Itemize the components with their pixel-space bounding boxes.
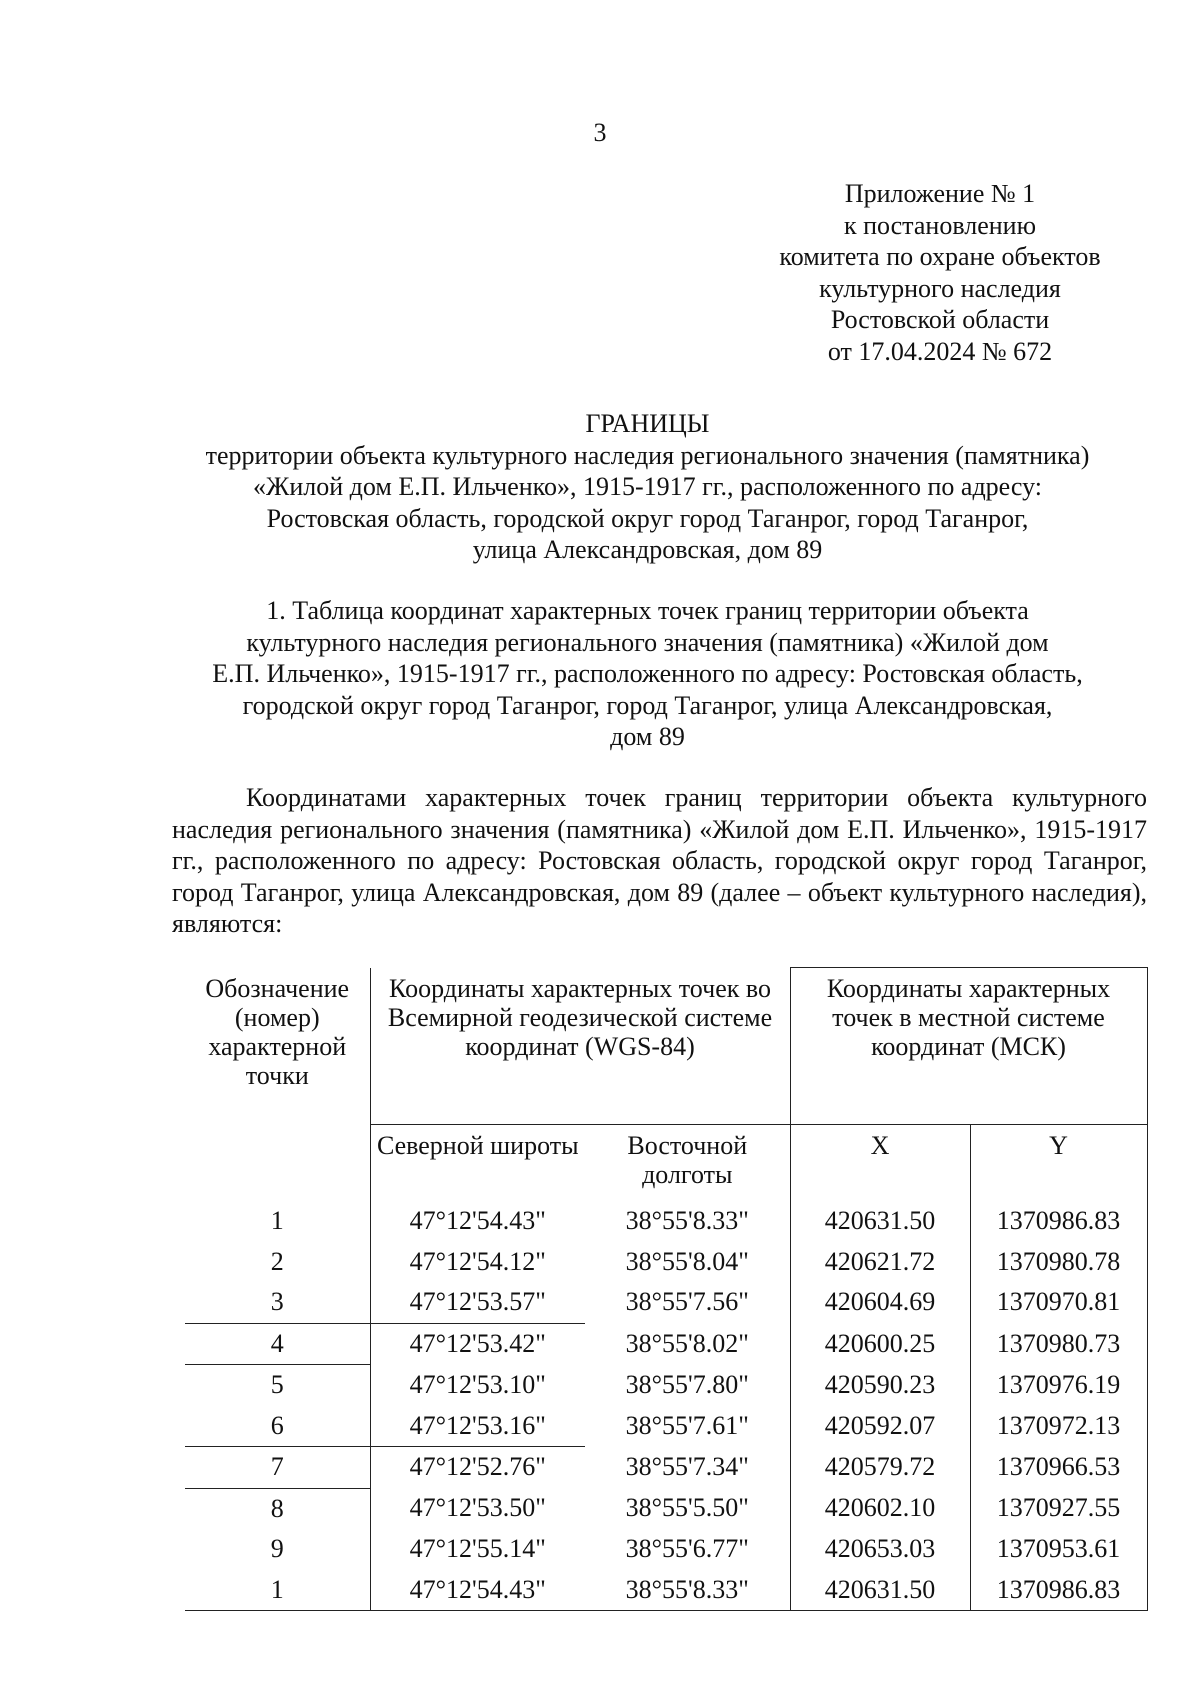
section-line: культурного наследия регионального значения (памятника) «Жилой дом [246, 627, 1049, 657]
cell-longitude: 38°55'7.56" [585, 1282, 790, 1323]
title-line: улица Александровская, дом 89 [472, 535, 823, 564]
cell-longitude: 38°55'8.02" [585, 1323, 790, 1365]
title-line: территории объекта культурного наследия регионального значения (памятника) [205, 440, 1090, 470]
cell-point: 5 [185, 1365, 370, 1406]
appendix-line: к постановлению [843, 210, 1037, 240]
section-heading [160, 595, 1135, 753]
cell-x: 420604.69 [790, 1282, 970, 1323]
cell-y: 1370986.83 [970, 1201, 1147, 1242]
section-line: Е.П. Ильченко», 1915-1917 гг., расположенного по адресу: Ростовская область, [212, 659, 1083, 688]
table-row [185, 1323, 1147, 1365]
cell-y: 1370976.19 [970, 1365, 1147, 1406]
intro-paragraph: Координатами характерных точек границ территории объекта культурного наследия регионального значения (памятника) «Жилой дом Е.П. Ильченко», 1915-1917 гг., расположенного по адресу: Ростовская область, городской округ город Таганрог, город Таганрог, улица Александровская, дом 89 (далее – объект культурного наследия), являются: [172, 783, 1147, 938]
cell-longitude: 38°55'7.61" [585, 1406, 790, 1447]
section-line: дом 89 [610, 722, 685, 751]
cell-x: 420631.50 [790, 1570, 970, 1611]
coordinates-table [185, 967, 1148, 1611]
cell-x: 420602.10 [790, 1488, 970, 1529]
cell-point: 3 [185, 1282, 370, 1323]
title-heading: ГРАНИЦЫ [585, 409, 710, 438]
appendix-line: комитета по охране объектов [779, 242, 1101, 271]
cell-y: 1370986.83 [970, 1570, 1147, 1611]
cell-latitude: 47°12'54.12" [409, 1246, 546, 1276]
header-wgs84: Координаты характерных точек во Всемирной геодезической системе координат (WGS-84) [370, 968, 790, 1125]
header-y: Y [970, 1125, 1147, 1202]
table-row [185, 1570, 1147, 1611]
header-point-number: Обозначение (номер) характерной точки [185, 968, 370, 1202]
cell-y: 1370972.13 [970, 1406, 1147, 1447]
cell-longitude: 38°55'5.50" [585, 1488, 790, 1529]
header-latitude: Северной широты [376, 1131, 579, 1160]
cell-longitude: 38°55'6.77" [585, 1529, 790, 1570]
cell-x: 420631.50 [790, 1201, 970, 1242]
cell-latitude: 47°12'53.10" [409, 1369, 546, 1399]
cell-longitude: 38°55'7.34" [585, 1447, 790, 1489]
cell-longitude: 38°55'7.80" [585, 1365, 790, 1406]
cell-point: 7 [185, 1447, 370, 1489]
header-msk: Координаты характерных точек в местной системе координат (МСК) [790, 968, 1147, 1125]
header-longitude: Восточной долготы [585, 1125, 790, 1202]
cell-point: 4 [185, 1323, 370, 1365]
cell-latitude: 47°12'53.42" [409, 1328, 546, 1358]
cell-point: 8 [185, 1488, 370, 1529]
cell-point: 1 [185, 1570, 370, 1611]
page-number: 3 [593, 118, 607, 147]
cell-x: 420621.72 [790, 1242, 970, 1283]
cell-latitude: 47°12'53.57" [370, 1282, 585, 1323]
cell-x: 420653.03 [790, 1529, 970, 1570]
table-row [185, 1365, 1147, 1406]
cell-latitude: 47°12'55.14" [409, 1534, 546, 1563]
cell-latitude: 47°12'54.43" [409, 1206, 546, 1235]
appendix-line: Ростовской области [830, 305, 1050, 334]
cell-x: 420590.23 [790, 1365, 970, 1406]
table-row [185, 1488, 1147, 1529]
cell-point: 2 [185, 1242, 370, 1283]
document-title [160, 408, 1135, 566]
cell-y: 1370980.73 [970, 1323, 1147, 1365]
cell-latitude: 47°12'53.16" [370, 1406, 585, 1447]
appendix-block [730, 178, 1150, 367]
table-row [185, 1529, 1147, 1570]
cell-longitude: 38°55'8.33" [585, 1201, 790, 1242]
table-row [185, 1282, 1147, 1323]
cell-y: 1370966.53 [970, 1447, 1147, 1489]
cell-point: 6 [185, 1406, 370, 1447]
cell-y: 1370970.81 [970, 1282, 1147, 1323]
cell-latitude: 47°12'54.43" [370, 1570, 585, 1611]
cell-latitude: 47°12'53.50" [409, 1493, 546, 1523]
section-line: 1. Таблица координат характерных точек границ территории объекта [266, 596, 1029, 625]
cell-x: 420579.72 [790, 1447, 970, 1489]
appendix-line: культурного наследия [819, 273, 1061, 303]
appendix-line: от 17.04.2024 № 672 [827, 336, 1053, 366]
cell-x: 420600.25 [790, 1323, 970, 1365]
table-row [185, 1201, 1147, 1242]
title-line: «Жилой дом Е.П. Ильченко», 1915-1917 гг., расположенного по адресу: [253, 472, 1042, 501]
cell-y: 1370953.61 [970, 1529, 1147, 1570]
title-line: Ростовская область, городской округ город Таганрог, город Таганрог, [266, 503, 1029, 533]
table-row [185, 1242, 1147, 1283]
cell-longitude: 38°55'8.04" [585, 1242, 790, 1283]
table-row [185, 1406, 1147, 1447]
cell-point: 1 [185, 1201, 370, 1242]
cell-longitude: 38°55'8.33" [585, 1570, 790, 1611]
cell-point: 9 [185, 1529, 370, 1570]
cell-latitude: 47°12'52.76" [409, 1452, 546, 1482]
cell-x: 420592.07 [790, 1406, 970, 1447]
table-row [185, 1447, 1147, 1489]
section-line: городской округ город Таганрог, город Таганрог, улица Александровская, [242, 690, 1053, 720]
cell-y: 1370927.55 [970, 1488, 1147, 1529]
header-x: X [790, 1125, 970, 1202]
cell-y: 1370980.78 [970, 1242, 1147, 1283]
appendix-line: Приложение № 1 [844, 179, 1036, 208]
